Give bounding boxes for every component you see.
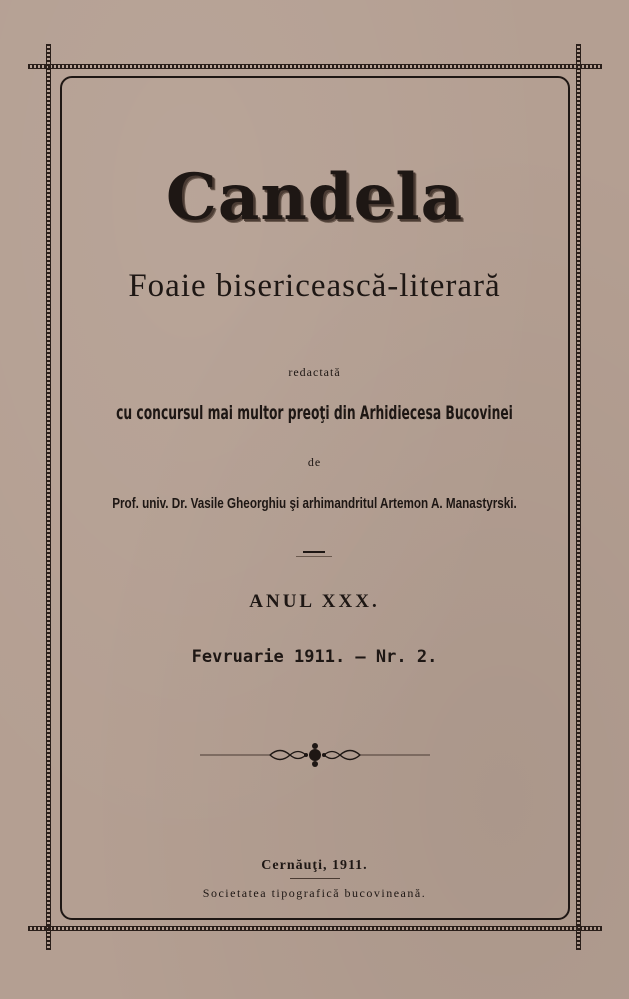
border-top-rule	[28, 64, 602, 69]
border-bottom-rule	[28, 926, 602, 931]
edited-label: redactată	[288, 365, 341, 379]
contributors-line: cu concursul mai multor preoţi din Arhidiecesa Bucovinei	[116, 402, 513, 424]
journal-title: Candela	[165, 160, 464, 235]
place-year: Cernăuţi, 1911.	[261, 858, 368, 873]
floral-ornament-icon	[200, 740, 430, 770]
editors-line: Prof. univ. Dr. Vasile Gheorghiu şi arhimandritul Artemon A. Manastyrski.	[112, 495, 517, 512]
by-label: de	[307, 455, 322, 469]
place-underline	[290, 878, 340, 879]
separator-dash	[303, 551, 325, 553]
issue-date-number: Fevruarie 1911. — Nr. 2.	[191, 647, 438, 667]
separator-thin	[296, 556, 332, 557]
journal-subtitle: Foaie bisericească-literară	[128, 268, 501, 304]
year-volume: ANUL XXX.	[249, 591, 380, 612]
printer-name: Societatea tipografică bucovineană.	[202, 886, 427, 900]
